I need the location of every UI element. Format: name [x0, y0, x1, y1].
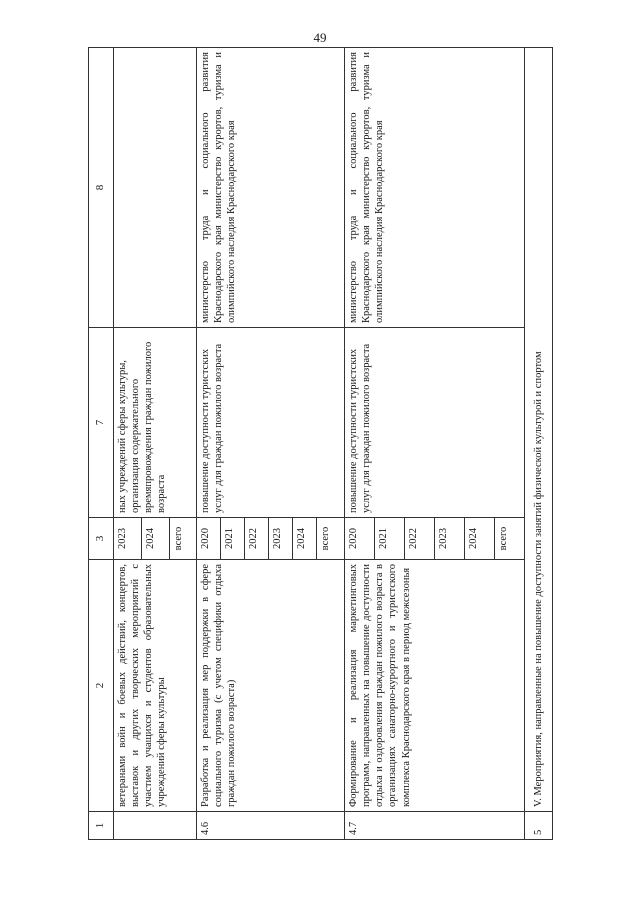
year-cell: 2024: [293, 518, 317, 560]
year-cell: 2020: [345, 518, 375, 560]
year-cell: 2022: [405, 518, 435, 560]
year-total-cell: всего: [317, 518, 345, 560]
year-cell: 2023: [269, 518, 293, 560]
executors: министерство труда и социального развития Краснодарского края министерство курортов, туризма и олимпийского наследия Краснодарского края: [197, 48, 345, 328]
activity-text: Формирование и реализация маркетинговых программ, направленных на повышение доступности отдыха и оздоровления граждан пожилого возраста в организациях санаторно-курортного и туристского комплекса Краснодарского края в период межсезонья: [345, 560, 525, 812]
header-col-3: 3: [89, 518, 114, 560]
section-title: V. Мероприятия, направленные на повышение доступности занятий физической культурой и спортом: [525, 48, 553, 812]
activity-text: Разработка и реализация мер поддержки в сфере социального туризма (с учетом специфики отдыха граждан пожилого возраста): [197, 560, 345, 812]
table-row: [114, 48, 142, 840]
page-number: 49: [313, 30, 327, 45]
executors: [114, 48, 197, 328]
activities-table: [88, 47, 553, 840]
year-cell: 2023: [114, 518, 142, 560]
year-cell: 2021: [221, 518, 245, 560]
row-number: 4.6: [197, 812, 345, 840]
header-col-1: 1: [89, 812, 114, 840]
row-number: [114, 812, 197, 840]
year-total-cell: всего: [170, 518, 197, 560]
header-row: [89, 48, 114, 840]
document-page: [88, 48, 550, 840]
expected-result: ных учреждений сферы культуры, организация содержательного времяпровождения граждан пожилого возраста: [114, 328, 197, 518]
table-row: [345, 48, 375, 840]
section-number: 5: [525, 812, 553, 840]
expected-result: повышение доступности туристских услуг для граждан пожилого возраста: [345, 328, 525, 518]
activity-text: ветеранами войн и боевых действий, концертов, выставок и других творческих мероприятий с участием учащихся и студентов образовательных учреждений сферы культуры: [114, 560, 197, 812]
section-row: [525, 48, 553, 840]
header-col-7: 7: [89, 328, 114, 518]
table-row: [197, 48, 221, 840]
row-number: 4.7: [345, 812, 525, 840]
year-cell: 2021: [375, 518, 405, 560]
year-cell: 2020: [197, 518, 221, 560]
executors: министерство труда и социального развития Краснодарского края министерство курортов, туризма и олимпийского наследия Краснодарского края: [345, 48, 525, 328]
year-total-cell: всего: [495, 518, 525, 560]
year-cell: 2024: [465, 518, 495, 560]
rotated-table-container: [88, 48, 550, 840]
expected-result: повышение доступности туристских услуг для граждан пожилого возраста: [197, 328, 345, 518]
header-col-2: 2: [89, 560, 114, 812]
header-col-8: 8: [89, 48, 114, 328]
year-cell: 2023: [435, 518, 465, 560]
year-cell: 2022: [245, 518, 269, 560]
year-cell: 2024: [142, 518, 170, 560]
